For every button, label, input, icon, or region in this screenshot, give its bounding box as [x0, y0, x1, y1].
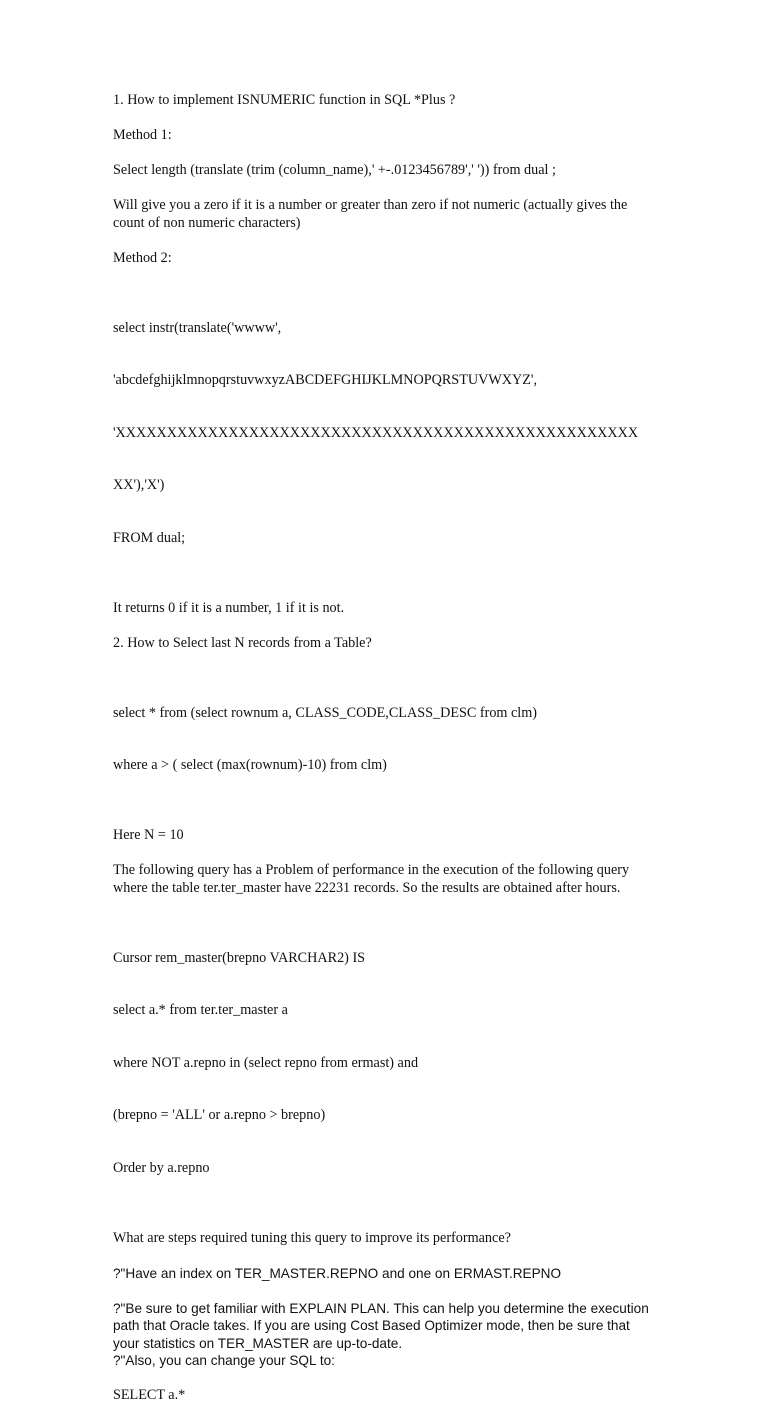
q3-code	[113, 915, 653, 1213]
code-line: Cursor rem_master(brepno VARCHAR2) IS	[113, 949, 366, 966]
code-line: Order by a.repno	[113, 1159, 210, 1176]
method2-explanation: It returns 0 if it is a number, 1 if it is not.	[113, 599, 345, 616]
code-line: 'abcdefghijklmnopqrstuvwxyzABCDEFGHIJKLMNOPQRSTUVWXYZ',	[113, 372, 538, 388]
method2-code	[113, 285, 653, 583]
code-line: where a > ( select (max(rownum)-10) from clm)	[113, 757, 387, 773]
code-line: XX'),'X')	[113, 477, 165, 493]
q2-heading: 2. How to Select last N records from a Table?	[113, 634, 372, 651]
q2-code	[113, 670, 653, 810]
q3-intro: The following query has a Problem of performance in the execution of the following query where the table ter.ter_master have 22231 records. So the results are obtained after hours.	[113, 862, 633, 896]
code-line: select * from (select rownum a, CLASS_CODE,CLASS_DESC from clm)	[113, 704, 538, 721]
q3-question: What are steps required tuning this query to improve its performance?	[113, 1229, 511, 1246]
tip-index: ?"Have an index on TER_MASTER.REPNO and one on ERMAST.REPNO	[113, 1265, 562, 1281]
method1-label: Method 1:	[113, 127, 172, 143]
code-line: 'XXXXXXXXXXXXXXXXXXXXXXXXXXXXXXXXXXXXXXXXXXXXXXXXXXX	[113, 424, 639, 441]
code-line: select a.* from ter.ter_master a	[113, 1002, 288, 1018]
code-line: (brepno = 'ALL' or a.repno > brepno)	[113, 1107, 326, 1123]
code-line: select instr(translate('wwww',	[113, 319, 282, 336]
document-page	[113, 92, 653, 1405]
method1-query: Select length (translate (trim (column_name),' +-.0123456789',' ')) from dual ;	[113, 162, 556, 178]
q2-note: Here N = 10	[113, 827, 184, 843]
code-line: where NOT a.repno in (select repno from ermast) and	[113, 1054, 419, 1071]
code-line: FROM dual;	[113, 529, 186, 546]
q1-heading: 1. How to implement ISNUMERIC function in SQL *Plus ?	[113, 92, 456, 108]
tip-explain-plan: ?"Be sure to get familiar with EXPLAIN PLAN. This can help you determine the execution path that Oracle takes. If you are using Cost Based Optimizer mode, then be sure that your statistics on TER_MASTER are up-to-date.	[113, 1300, 653, 1351]
method1-explanation: Will give you a zero if it is a number or greater than zero if not numeric (actually gives the count of non numeric characters)	[113, 197, 631, 231]
final-code: SELECT a.*	[113, 1387, 186, 1403]
method2-label: Method 2:	[113, 249, 172, 266]
tip-change-sql: ?"Also, you can change your SQL to:	[113, 1353, 335, 1368]
